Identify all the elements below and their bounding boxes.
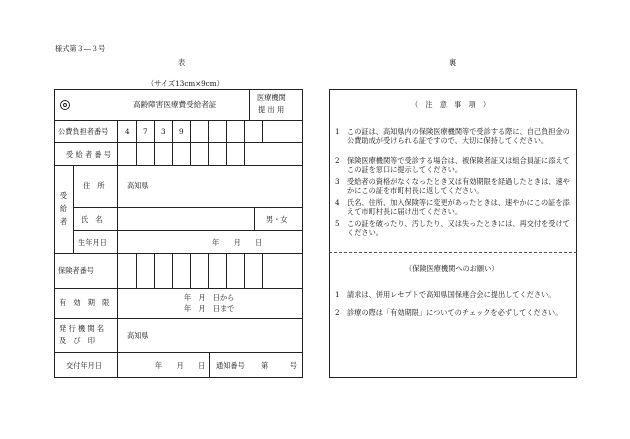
rule (172, 120, 173, 142)
address-label: 住 所 (83, 181, 105, 190)
prefecture-seal-icon (60, 100, 70, 110)
form-number: 様式第３―３号 (55, 44, 106, 53)
rule (73, 165, 74, 253)
rule (226, 120, 227, 142)
birthdate-value: 年 月 日 (212, 238, 263, 247)
note-item: 4 氏名、住所、加入保険等に変更があったときは、速やかにこの証を添えて市町村長に届け出てください。 (335, 198, 570, 217)
notice-number-label: 通知番号 (216, 361, 245, 370)
rule (262, 253, 263, 288)
note-item: 1 この証は、高知県内の保険医療機関等で受診する際に、自己負担金の公費助成が受けられる証ですので、大切に保持してください。 (335, 127, 570, 146)
rule (117, 120, 118, 378)
burden-digit: 3 (161, 127, 166, 136)
rule (54, 253, 303, 254)
medical-inst-label-1: 医療機関 (257, 93, 286, 102)
rule (190, 120, 191, 142)
rule (54, 120, 303, 121)
rule (154, 120, 155, 142)
rule (254, 207, 255, 230)
rule (136, 142, 137, 165)
rule (244, 142, 245, 165)
recipient-section-label: 受 給 者 (59, 191, 68, 226)
card-title: 高齢障害医療費受給者証 (133, 100, 217, 109)
rule (54, 318, 303, 319)
insurer-number-label: 保険者番号 (58, 266, 94, 275)
rule (54, 142, 303, 143)
sex-value: 男・女 (266, 215, 288, 224)
note-item: 2 保険医療機関等で受診する場合は、被保険者証又は組合員証に添えてこの証を窓口に提示してください。 (335, 156, 570, 175)
notes-title: （ 注 意 事 項 ） (411, 100, 491, 109)
medical-inst-label-2: 提 出 用 (258, 105, 285, 114)
name-label: 氏 名 (81, 215, 103, 224)
rule (208, 142, 209, 165)
rule (226, 142, 227, 165)
front-label: 表 (178, 58, 186, 67)
recipient-number-label: 受 給 者 番 号 (66, 150, 112, 159)
birthdate-label: 生年月日 (78, 238, 107, 247)
rule (172, 142, 173, 165)
rule (190, 253, 191, 288)
issuer-value: 高知県 (127, 331, 149, 340)
rule (154, 253, 155, 288)
burden-number-label: 公費負担者番号 (58, 127, 109, 136)
rule (244, 120, 245, 142)
request-item: 2 診療の際は「有効期限」についてのチェックを必ずしてください。 (335, 308, 563, 317)
dashed-divider (329, 252, 577, 253)
rule (190, 142, 191, 165)
rule (226, 253, 227, 288)
burden-digit: 7 (143, 127, 148, 136)
rule (244, 253, 245, 288)
rule (73, 230, 303, 231)
size-note: （サイズ13cm×9cm） (147, 79, 224, 88)
back-label: 裏 (449, 58, 457, 67)
request-item: 1 請求は、併用レセプトで高知県国保連合会に提出してください。 (335, 290, 556, 299)
rule (54, 288, 303, 289)
issuer-label-2: 及 び 印 (59, 336, 95, 345)
burden-digit: 4 (125, 127, 130, 136)
validity-label: 有 効 期 限 (59, 298, 110, 307)
issue-date-value: 年 月 日 (155, 361, 206, 370)
rule (172, 253, 173, 288)
note-item: 3 受給者の資格がなくなったとき又は有効期限を経過したときは、速やかにこの証を市町村長に返してください。 (335, 177, 570, 196)
rule (208, 120, 209, 142)
rule (54, 165, 303, 166)
rule (208, 253, 209, 288)
validity-from: 年 月 日から (184, 293, 235, 302)
requests-title: （保険医療機関へのお願い） (405, 264, 499, 273)
rule (262, 120, 263, 142)
issue-date-label: 交付年月日 (66, 361, 102, 370)
rule (73, 207, 303, 208)
notice-number-value: 第 号 (261, 361, 297, 370)
rule (54, 352, 303, 353)
validity-to: 年 月 日まで (184, 304, 235, 313)
issuer-label-1: 発 行 機 関 名 (59, 324, 105, 333)
rule (249, 89, 250, 120)
rule (136, 120, 137, 142)
address-value: 高知県 (127, 181, 149, 190)
burden-digit: 9 (179, 127, 184, 136)
rule (209, 352, 210, 378)
rule (136, 253, 137, 288)
note-item: 5 この証を破ったり、汚したり、又は失ったときには、再交付を受けてください。 (335, 219, 570, 238)
rule (154, 142, 155, 165)
